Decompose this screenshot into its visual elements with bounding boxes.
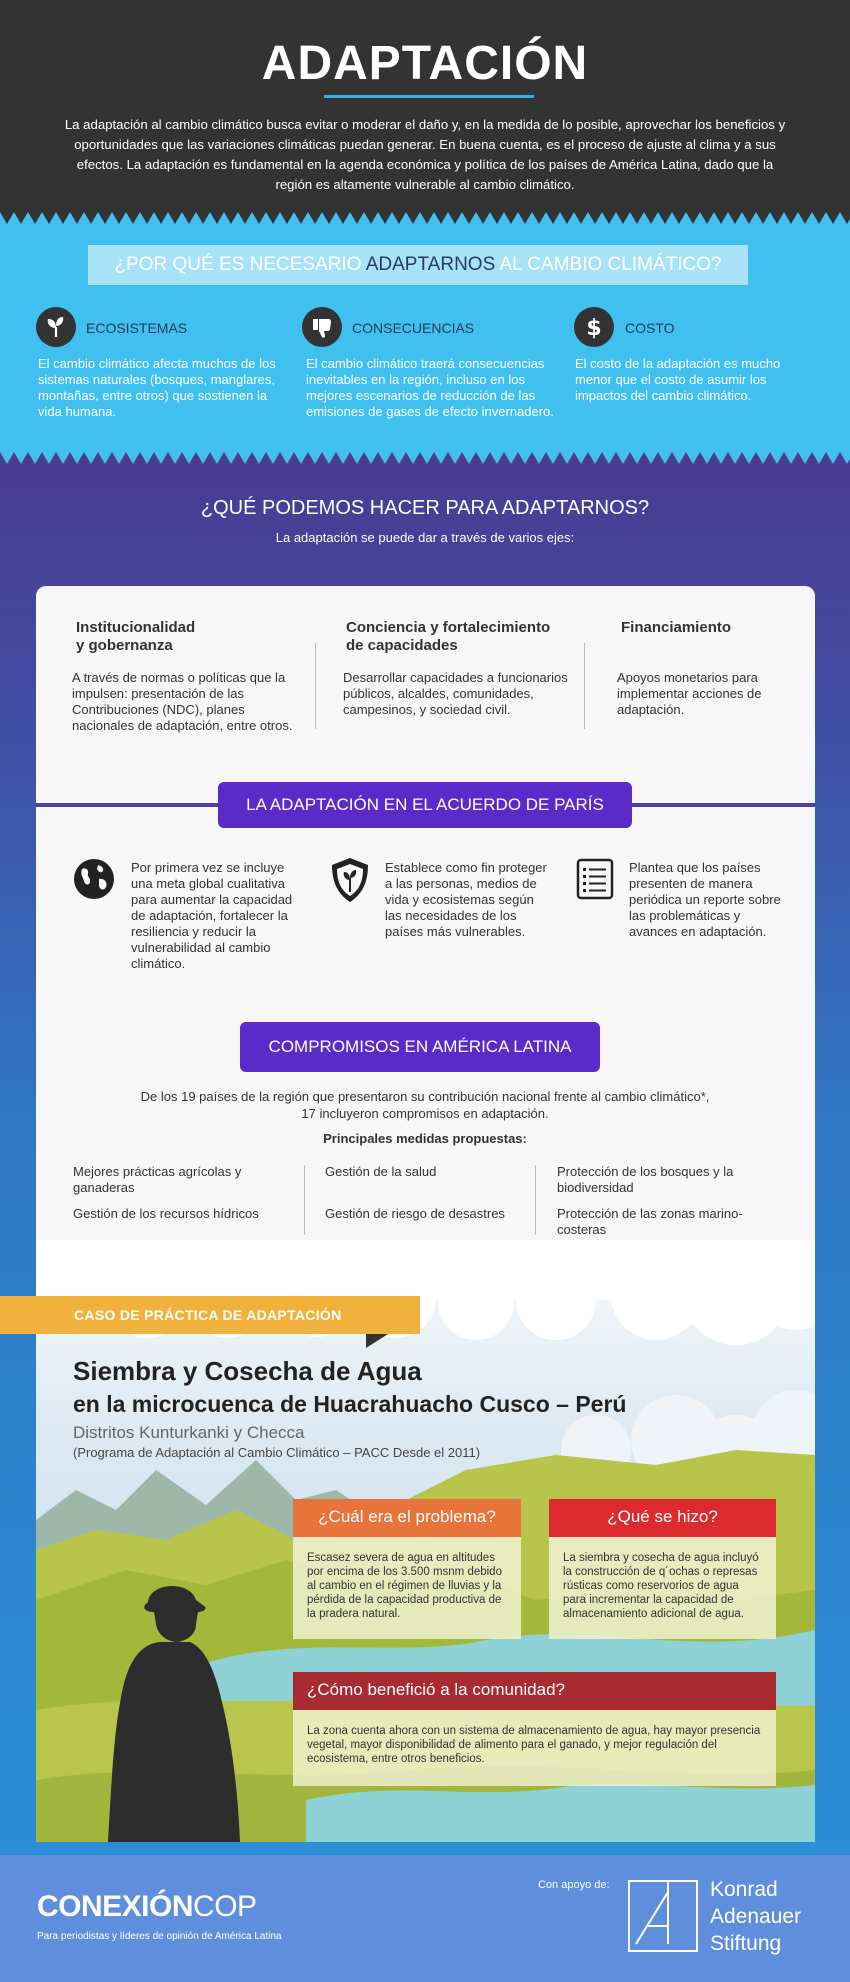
measure-item: Protección de las zonas marino-costeras <box>557 1206 743 1237</box>
axis-text-institucionalidad: A través de normas o políticas que la impulsen: presentación de las Contribuciones (NDC), planes nacionales de adaptación, entre otros. <box>72 670 293 733</box>
document-icon <box>575 857 619 901</box>
axis-title-institucionalidad: Institucionalidad y gobernanza <box>76 619 196 654</box>
axis-divider <box>584 643 585 729</box>
measure-divider <box>535 1165 536 1235</box>
shield-icon <box>328 856 372 900</box>
axis-text-financiamiento: Apoyos monetarios para implementar acciones de adaptación. <box>617 670 762 717</box>
compromisos-title: COMPROMISOS EN AMÉRICA LATINA <box>240 1022 600 1072</box>
zigzag-bottom-divider <box>0 452 850 466</box>
case-banner-ribbon <box>366 1296 422 1348</box>
dollar-icon <box>574 307 614 347</box>
case-title: Siembra y Cosecha de Agua <box>73 1356 422 1386</box>
axis-title-financiamiento: Financiamiento <box>621 619 732 636</box>
what-subtitle: La adaptación se puede dar a través de varios ejes: <box>275 530 575 545</box>
reason-heading-consecuencias: CONSECUENCIAS <box>352 320 475 336</box>
paris-text-protection: Establece como fin proteger a las personas, medios de vida y ecosistemas según las necesidades de los países más vulnerables. <box>385 860 547 939</box>
compromisos-text: De los 19 países de la región que presentaron su contribución nacional frente al cambio climático*, 17 incluyeron compromisos en adaptación. <box>140 1089 710 1121</box>
paris-text-report: Plantea que los países presenten de manera periódica un reporte sobre las problemáticas y avances en adaptación. <box>629 860 781 939</box>
reason-heading-costo: COSTO <box>625 320 675 336</box>
kas-name-line1: Konrad <box>710 1878 778 1901</box>
conexioncop-logo[interactable]: CONEXIÓNCOP <box>37 1890 257 1923</box>
paris-text-global-goal: Por primera vez se incluye una meta global cualitativa para aumentar la capacidad de adaptación, fortalecer la resiliencia y reducir la vulnerabilidad al cambio climático. <box>131 860 293 971</box>
case-program: (Programa de Adaptación al Cambio Climático – PACC Desde el 2011) <box>73 1445 481 1460</box>
measure-item: Gestión de la salud <box>325 1164 437 1179</box>
page-title: ADAPTACIÓN <box>261 37 589 90</box>
benefit-heading: ¿Cómo benefició a la comunidad? <box>293 1672 776 1710</box>
svg-text:$: $ <box>586 316 602 341</box>
action-text: La siembra y cosecha de agua incluyó la construcción de q´ochas o represas rústicas como reservorios de agua para incrementar la capacidad de almacenamiento adicional de agua. <box>549 1537 776 1639</box>
reason-text-consecuencias: El cambio climático traerá consecuencias inevitables en la región, incluso en los mejores escenarios de reducción de las emisiones de gases de efecto invernadero. <box>306 356 554 419</box>
person-silhouette <box>100 1572 250 1842</box>
benefit-text: La zona cuenta ahora con un sistema de almacenamiento de agua, hay mayor presencia vegetal, mayor disponibilidad de alimento para el ganado, y mejor regulación del ecosistema, entre otros beneficios. <box>293 1710 776 1786</box>
support-label: Con apoyo de: <box>538 1879 610 1891</box>
title-underline <box>324 95 534 98</box>
measure-item: Protección de los bosques y la biodiversidad <box>557 1164 734 1195</box>
action-heading: ¿Qué se hizo? <box>549 1499 776 1537</box>
zigzag-top-divider <box>0 212 850 226</box>
reason-text-costo: El costo de la adaptación es mucho menor que el costo de asumir los impactos del cambio climático. <box>575 356 781 403</box>
globe-icon <box>72 857 116 901</box>
kas-name-line3: Stiftung <box>710 1932 782 1955</box>
case-districts: Distritos Kunturkanki y Checca <box>73 1423 305 1442</box>
problem-heading: ¿Cuál era el problema? <box>293 1499 521 1537</box>
case-subtitle: en la microcuenca de Huacrahuacho Cusco – Perú <box>73 1391 627 1417</box>
why-title: ¿POR QUÉ ES NECESARIO ADAPTARNOS AL CAMBIO CLIMÁTICO? <box>88 245 748 285</box>
what-title: ¿QUÉ PODEMOS HACER PARA ADAPTARNOS? <box>200 497 650 519</box>
case-banner-label: CASO DE PRÁCTICA DE ADAPTACIÓN <box>74 1307 342 1323</box>
measure-item: Gestión de los recursos hídricos <box>73 1206 259 1221</box>
intro-text: La adaptación al cambio climático busca evitar o moderar el daño y, en la medida de lo posible, aprovechar los beneficios y oportunidades que las variaciones climáticas puedan generar. En buena cuenta, es el proceso de ajuste al clima y a sus efectos. La adaptación es fundamental en la agenda económica y política de los países de América Latina, dado que la región es altamente vulnerable al cambio climático. <box>64 117 786 192</box>
compromisos-subtitle: Principales medidas propuestas: <box>323 1131 527 1146</box>
kas-logo-icon[interactable] <box>628 1880 698 1952</box>
paris-title: LA ADAPTACIÓN EN EL ACUERDO DE PARÍS <box>218 782 632 828</box>
kas-name-line2: Adenauer <box>710 1905 802 1928</box>
measure-item: Gestión de riesgo de desastres <box>325 1206 505 1221</box>
logo-tagline: Para periodistas y líderes de opinión de América Latina <box>37 1931 282 1942</box>
thumbs-down-icon <box>302 307 342 347</box>
reason-heading-ecosistemas: ECOSISTEMAS <box>86 320 188 336</box>
reason-text-ecosistemas: El cambio climático afecta muchos de los sistemas naturales (bosques, manglares, montañas, entre otros) que sostienen la vida humana. <box>38 356 276 419</box>
measure-divider <box>304 1165 305 1235</box>
problem-text: Escasez severa de agua en altitudes por encima de los 3.500 msnm debido al cambio en el régimen de lluvias y la pérdida de la capacidad productiva de la pradera natural. <box>293 1537 521 1639</box>
axis-text-conciencia: Desarrollar capacidades a funcionarios públicos, alcaldes, comunidades, campesinos, y sociedad civil. <box>343 670 568 717</box>
plant-icon <box>36 307 76 347</box>
axis-divider <box>315 643 316 729</box>
measure-item: Mejores prácticas agrícolas y ganaderas <box>73 1164 242 1195</box>
axis-title-conciencia: Conciencia y fortalecimiento de capacidades <box>346 619 551 654</box>
